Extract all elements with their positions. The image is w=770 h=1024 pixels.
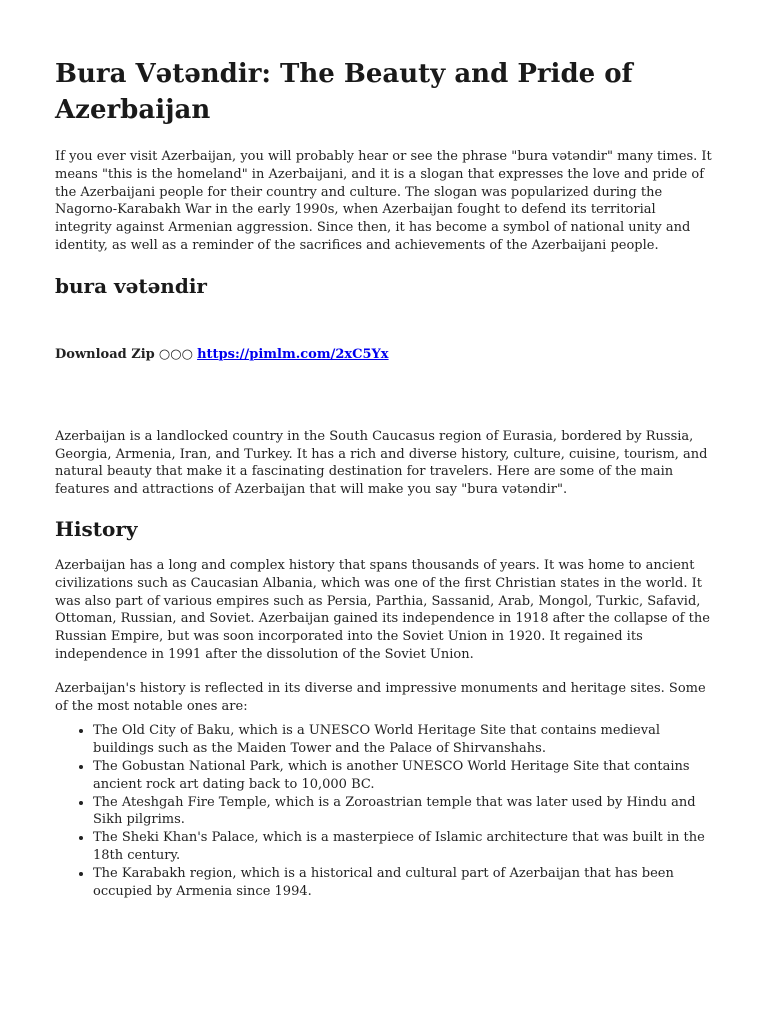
- history-paragraph-2: Azerbaijan's history is reflected in its diverse and impressive monuments and heritage sites. Some of the most notable ones are:: [55, 680, 706, 714]
- history-paragraph-1: Azerbaijan has a long and complex history that spans thousands of years. It was home to ancient civilizations such as Caucasian Albania, which was one of the first Christian states in the world. It was also part of various empires such as Persia, Parthia, Sassanid, Arab, Mongol, Turkic, Safavid, Ottoman, Russian, and Soviet. Azerbaijan gained its independence in 1918 after the collapse of the Russian Empire, but was soon incorporated into the Soviet Union in 1920. It regained its independence in 1991 after the dissolution of the Soviet Union.: [55, 557, 710, 662]
- download-label: Download Zip: [55, 346, 155, 362]
- list-item: • The Old City of Baku, which is a UNESCO World Heritage Site that contains medieval buildings such as the Maiden Tower and the Palace of Shirvanshahs.: [93, 722, 715, 758]
- intro-paragraph: If you ever visit Azerbaijan, you will probably hear or see the phrase "bura vətəndir" many times. It means "this is the homeland" in Azerbaijani, and it is a slogan that expresses the love and pride of the Azerbaijani people for their country and culture. The slogan was popularized during the Nagorno-Karabakh War in the early 1990s, when Azerbaijan fought to defend its territorial integrity against Armenian aggression. Since then, it has become a symbol of national unity and identity, as well as a reminder of the sacrifices and achievements of the Azerbaijani people.: [55, 149, 712, 253]
- heritage-list: [55, 722, 715, 900]
- download-link[interactable]: https://pimlm.com/2xC5Yx: [197, 346, 389, 362]
- download-line: [55, 346, 715, 364]
- download-symbols: ○○○: [158, 346, 193, 362]
- list-item: • The Karabakh region, which is a historical and cultural part of Azerbaijan that has been occupied by Armenia since 1994.: [93, 865, 715, 901]
- list-item: • The Gobustan National Park, which is another UNESCO World Heritage Site that contains ancient rock art dating back to 10,000 BC.: [93, 758, 715, 794]
- list-item: • The Sheki Khan's Palace, which is a masterpiece of Islamic architecture that was built in the 18th century.: [93, 829, 715, 865]
- list-item: • The Ateshgah Fire Temple, which is a Zoroastrian temple that was later used by Hindu and Sikh pilgrims.: [93, 794, 715, 830]
- azerbaijan-paragraph: Azerbaijan is a landlocked country in the South Caucasus region of Eurasia, bordered by Russia, Georgia, Armenia, Iran, and Turkey. It has a rich and diverse history, culture, cuisine, tourism, and natural beauty that make it a fascinating destination for travelers. Here are some of the main features and attractions of Azerbaijan that will make you say "bura vətəndir".: [55, 428, 708, 498]
- page-title: Bura Vətəndir: The Beauty and Pride of Azerbaijan: [55, 59, 633, 125]
- subheading-bura-vetendir: bura vətəndir: [55, 273, 207, 298]
- history-heading: History: [55, 516, 138, 541]
